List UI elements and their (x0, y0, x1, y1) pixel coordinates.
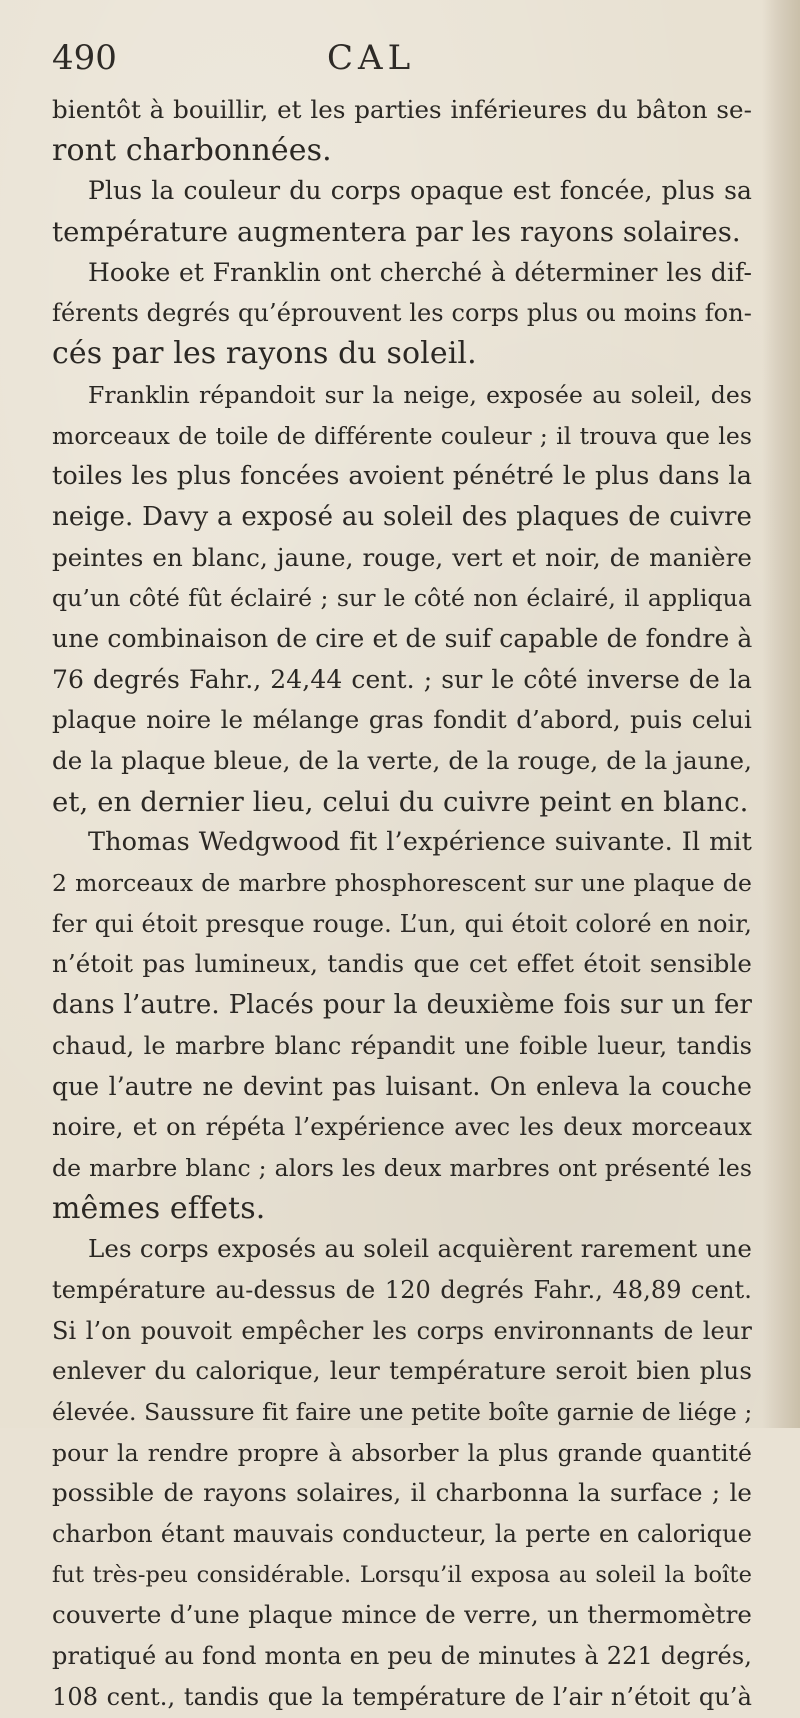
text-line: et, en dernier lieu, celui du cuivre peint en blanc. (52, 785, 749, 818)
running-head: CAL (327, 38, 416, 78)
text-line: cés par les rayons du soleil. (52, 336, 477, 372)
text-line: noire, et on répéta l’expérience avec les deux morceaux (52, 1113, 752, 1142)
body-text (52, 90, 752, 1718)
text-line: fer qui étoit presque rouge. L’un, qui étoit coloré en noir, (52, 909, 752, 938)
text-line: fut très-peu considérable. Lorsqu’il exposa au soleil la boîte (52, 1561, 752, 1588)
text-line: élevée. Saussure fit faire une petite boîte garnie de liége ; (52, 1398, 753, 1426)
text-line: de marbre blanc ; alors les deux marbres ont présenté les (52, 1153, 752, 1182)
text-line: mêmes effets. (52, 1190, 266, 1226)
text-line: Si l’on pouvoit empêcher les corps environnants de leur (52, 1316, 752, 1345)
text-line: Les corps exposés au soleil acquièrent rarement une (88, 1234, 752, 1264)
text-line: Hooke et Franklin ont cherché à déterminer les dif- (88, 257, 752, 287)
text-line: peintes en blanc, jaune, rouge, vert et noir, de manière (52, 542, 752, 572)
text-line: morceaux de toile de différente couleur ; il trouva que les (52, 421, 752, 450)
text-line: 2 morceaux de marbre phosphorescent sur une plaque de (52, 869, 752, 898)
page-header (52, 38, 742, 88)
text-line: Thomas Wedgwood fit l’expérience suivante. Il mit (88, 827, 752, 858)
text-line: toiles les plus foncées avoient pénétré le plus dans la (52, 461, 752, 492)
text-line: plaque noire le mélange gras fondit d’abord, puis celui (52, 705, 752, 735)
text-line: ront charbonnées. (52, 132, 332, 168)
text-line: température au-dessus de 120 degrés Fahr., 48,89 cent. (52, 1275, 752, 1304)
text-line: que l’autre ne devint pas luisant. On enleva la couche (52, 1071, 752, 1101)
text-line: Franklin répandoit sur la neige, exposée au soleil, des (88, 380, 752, 409)
text-line: une combinaison de cire et de suif capable de fondre à (52, 623, 753, 653)
text-line: bientôt à bouillir, et les parties inférieures du bâton se- (52, 95, 752, 124)
text-line: pratiqué au fond monta en peu de minutes à 221 degrés, (52, 1642, 752, 1671)
text-line: Plus la couleur du corps opaque est foncée, plus sa (88, 176, 752, 206)
text-line: férents degrés qu’éprouvent les corps plus ou moins fon- (52, 299, 752, 328)
text-line: couverte d’une plaque mince de verre, un thermomètre (52, 1600, 752, 1630)
text-line: possible de rayons solaires, il charbonna la surface ; le (52, 1478, 752, 1508)
text-line: n’étoit pas lumineux, tandis que cet effet étoit sensible (52, 949, 752, 979)
text-line: charbon étant mauvais conducteur, la perte en calorique (52, 1520, 752, 1549)
text-line: 76 degrés Fahr., 24,44 cent. ; sur le côté inverse de la (52, 664, 752, 694)
text-line: de la plaque bleue, de la verte, de la rouge, de la jaune, (52, 746, 752, 775)
text-line: 108 cent., tandis que la température de l’air n’étoit qu’à (52, 1682, 752, 1711)
page-edge-shadow (762, 0, 800, 1428)
text-line: température augmentera par les rayons solaires. (52, 216, 741, 249)
text-line: dans l’autre. Placés pour la deuxième fois sur un fer (52, 990, 752, 1021)
text-line: neige. Davy a exposé au soleil des plaques de cuivre (52, 501, 752, 532)
text-line: pour la rendre propre à absorber la plus grande quantité (52, 1438, 752, 1467)
page-number: 490 (52, 38, 117, 78)
text-line: qu’un côté fût éclairé ; sur le côté non éclairé, il appliqua (52, 584, 752, 613)
text-line: chaud, le marbre blanc répandit une foible lueur, tandis (52, 1031, 752, 1060)
text-line: enlever du calorique, leur température seroit bien plus (52, 1356, 752, 1386)
